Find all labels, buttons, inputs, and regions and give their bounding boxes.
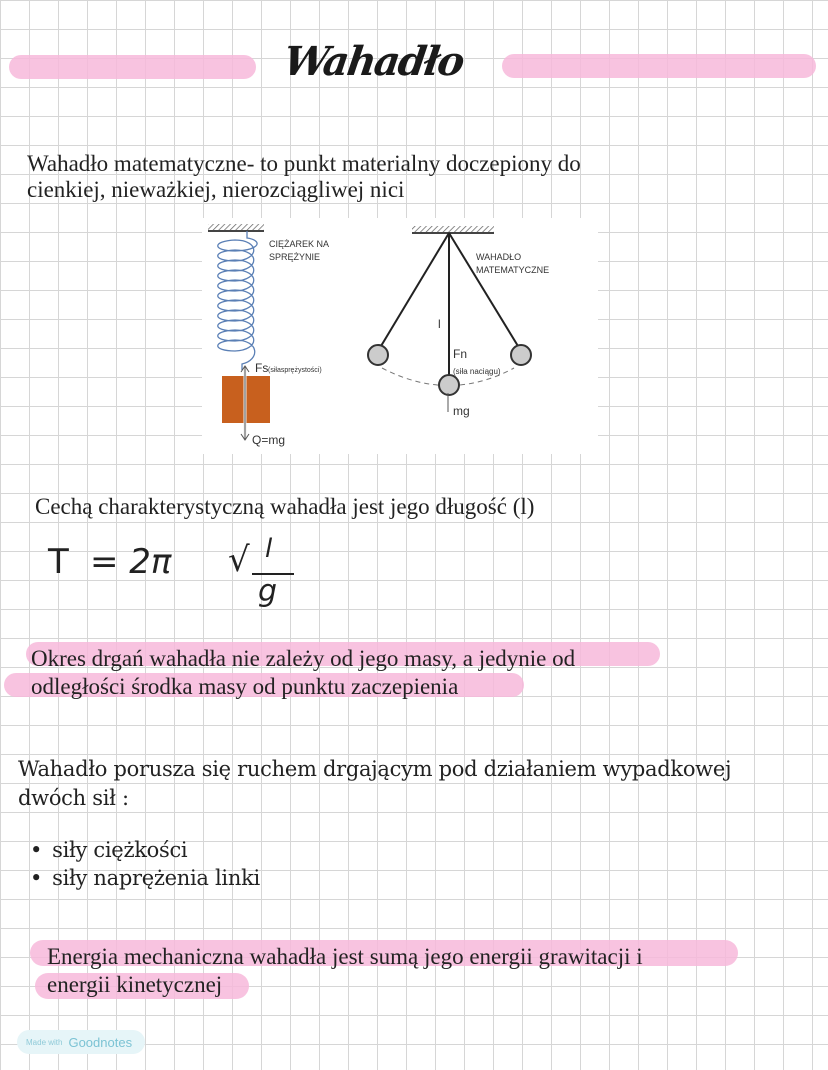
svg-text:mg: mg [453,404,470,418]
made-with-label: Made with [26,1037,63,1047]
svg-text:Fn: Fn [453,347,468,361]
pendulum [368,226,549,418]
formula-lhs: T [48,542,69,582]
energy-line-2: energii kinetycznej [47,972,223,997]
svg-text:MATEMATYCZNE: MATEMATYCZNE [476,265,550,275]
svg-text:CIĘŻAREK NA: CIĘŻAREK NA [269,239,330,249]
title-highlight-left [9,55,256,79]
page-title: Wahadło [280,38,466,85]
svg-text:WAHADŁO: WAHADŁO [476,252,522,262]
forces-list [30,836,260,892]
spring-coil [218,231,257,370]
formula-eq: = 2π [90,542,172,582]
spring-diagram [208,224,329,447]
period-formula [40,534,300,623]
formula-numerator: l [265,534,273,564]
motion-line-1: Wahadło porusza się ruchem drgającym pod działaniem wypadkowej [18,757,732,781]
title-highlight-right [502,54,816,78]
period-note-line-2: odległości środka masy od punktu zaczepienia [31,674,459,699]
goodnotes-badge[interactable] [17,1030,145,1054]
period-note-line-1: Okres drgań wahadła nie zależy od jego masy, a jedynie od [31,646,576,671]
svg-text:Fs: Fs [255,361,269,375]
characteristic-text: Cechą charakterystyczną wahadła jest jego długość (l) [35,494,535,519]
svg-text:SPRĘŻYNIE: SPRĘŻYNIE [269,252,321,262]
svg-text:(siła naciągu): (siła naciągu) [453,367,501,376]
energy-line-1: Energia mechaniczna wahadła jest sumą jego energii grawitacji i [47,944,643,969]
svg-text:Q=mg: Q=mg [252,433,286,447]
formula-denominator: g [258,574,278,609]
motion-line-2: dwóch sił : [18,786,129,810]
definition-line-2: cienkiej, nieważkiej, nierozciągliwej nici [27,177,405,202]
list-item: • siły naprężenia linki [30,864,260,892]
definition-line-1: Wahadło matematyczne- to punkt materialny doczepiony do [27,151,581,176]
sqrt-sign-icon: √ [228,540,250,580]
svg-text:(siłasprężystości): (siłasprężystości) [268,367,322,374]
goodnotes-brand: Goodnotes [68,1034,133,1050]
pendulum-diagram [202,218,598,454]
list-item: • siły ciężkości [30,836,260,864]
svg-text:l: l [438,317,441,331]
